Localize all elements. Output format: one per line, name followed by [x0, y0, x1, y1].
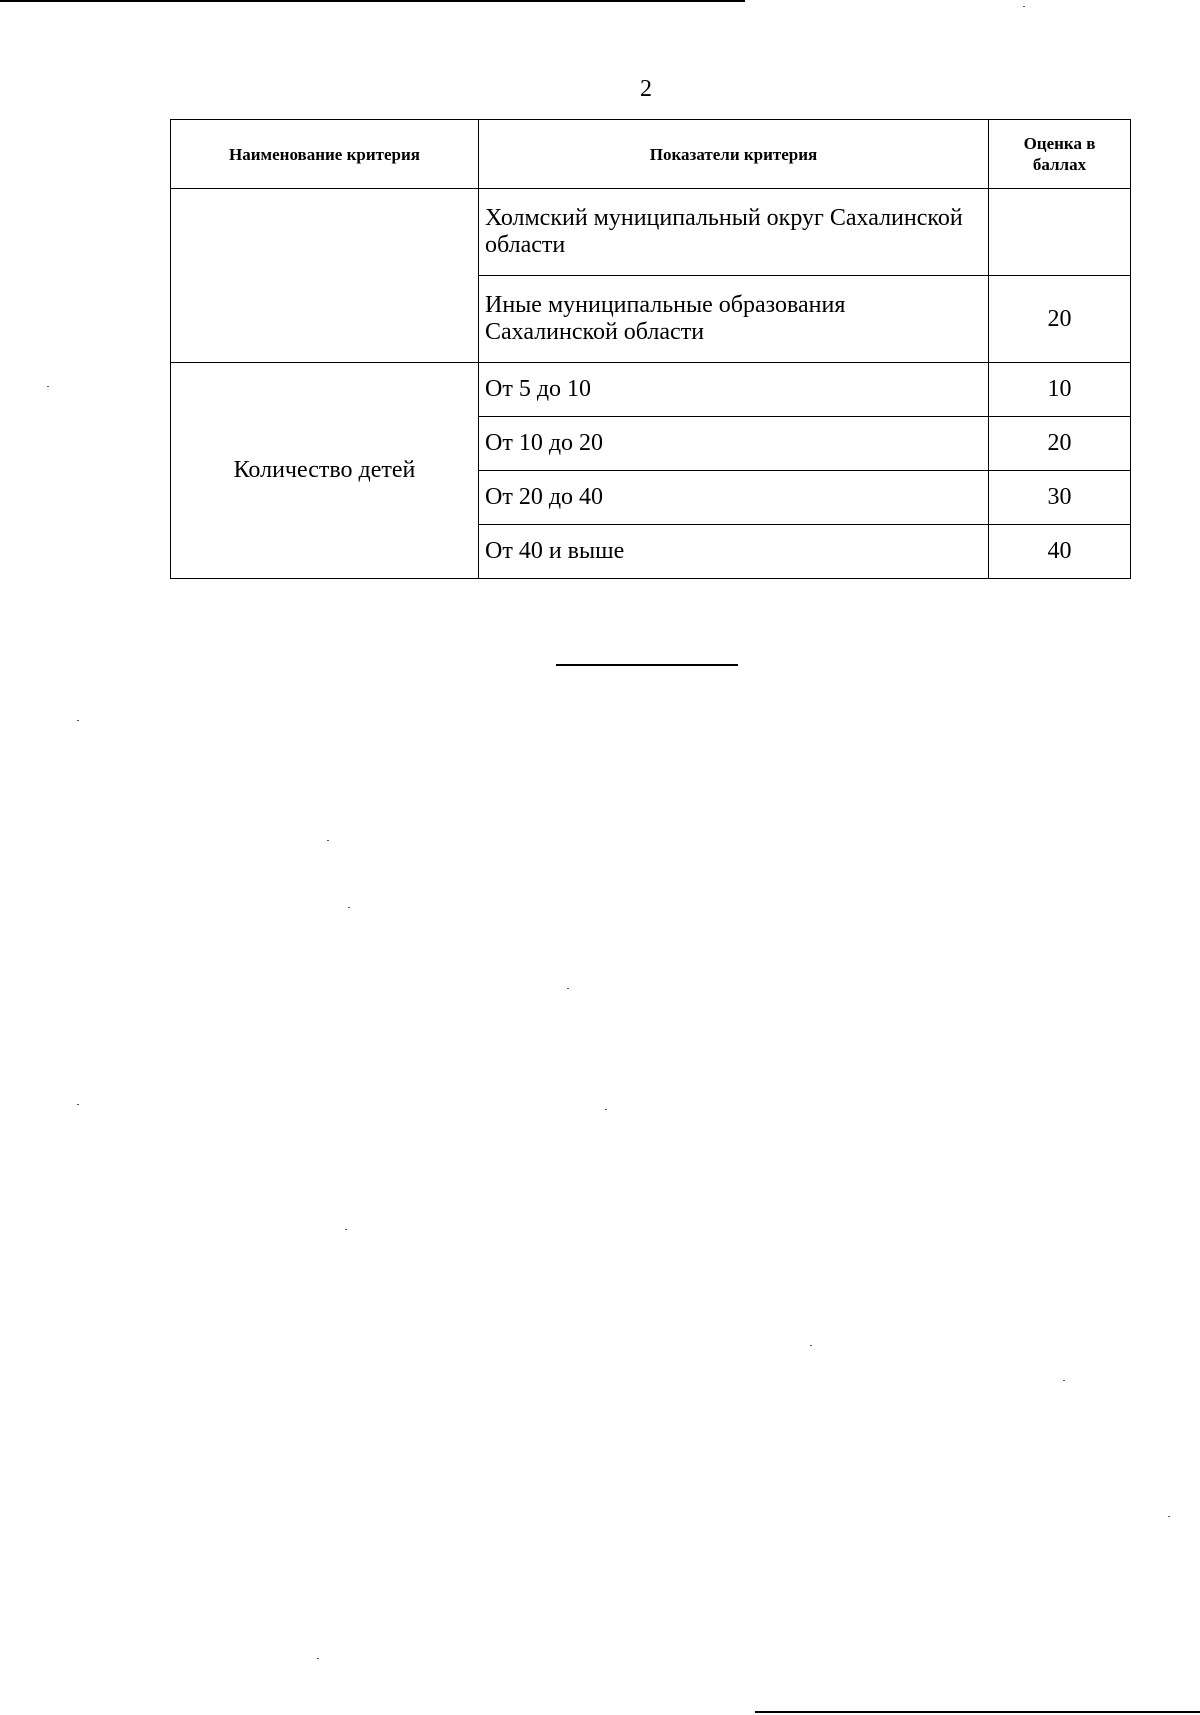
table-header-row [171, 120, 1131, 189]
indicator-cell: От 20 до 40 [479, 471, 989, 525]
indicator-cell: От 5 до 10 [479, 363, 989, 417]
scan-speck [1063, 1380, 1065, 1381]
scan-edge-bottom [755, 1711, 1200, 1713]
header-criterion-name: Наименование критерия [171, 120, 479, 189]
score-cell: 20 [989, 417, 1131, 471]
scan-speck [345, 1229, 347, 1230]
scan-speck [317, 1658, 319, 1659]
page-number: 2 [640, 76, 652, 102]
score-cell: 20 [989, 276, 1131, 363]
indicator-cell: Холмский муниципальный округ Сахалинской области [479, 189, 989, 276]
scan-speck [1023, 6, 1025, 7]
scan-speck [1168, 1516, 1170, 1517]
criterion-name-cell [171, 189, 479, 363]
score-cell: 40 [989, 525, 1131, 579]
scan-speck [605, 1109, 607, 1110]
scan-speck [567, 988, 569, 989]
indicator-cell: Иные муниципальные образования Сахалинской области [479, 276, 989, 363]
score-cell [989, 189, 1131, 276]
score-cell: 30 [989, 471, 1131, 525]
table-row [171, 189, 1131, 276]
header-indicators: Показатели критерия [479, 120, 989, 189]
scan-speck [77, 1104, 79, 1105]
indicator-cell: От 40 и выше [479, 525, 989, 579]
table-row [171, 363, 1131, 417]
scan-speck [348, 907, 350, 908]
scan-speck [810, 1345, 812, 1346]
criteria-table [170, 119, 1131, 579]
header-score: Оценка в баллах [989, 120, 1131, 189]
scan-speck [47, 386, 49, 387]
scan-speck [77, 720, 79, 721]
criterion-name-cell: Количество детей [171, 363, 479, 579]
indicator-cell: От 10 до 20 [479, 417, 989, 471]
score-cell: 10 [989, 363, 1131, 417]
end-divider [556, 664, 738, 666]
scan-speck [327, 840, 329, 841]
scan-edge-top [0, 0, 745, 2]
